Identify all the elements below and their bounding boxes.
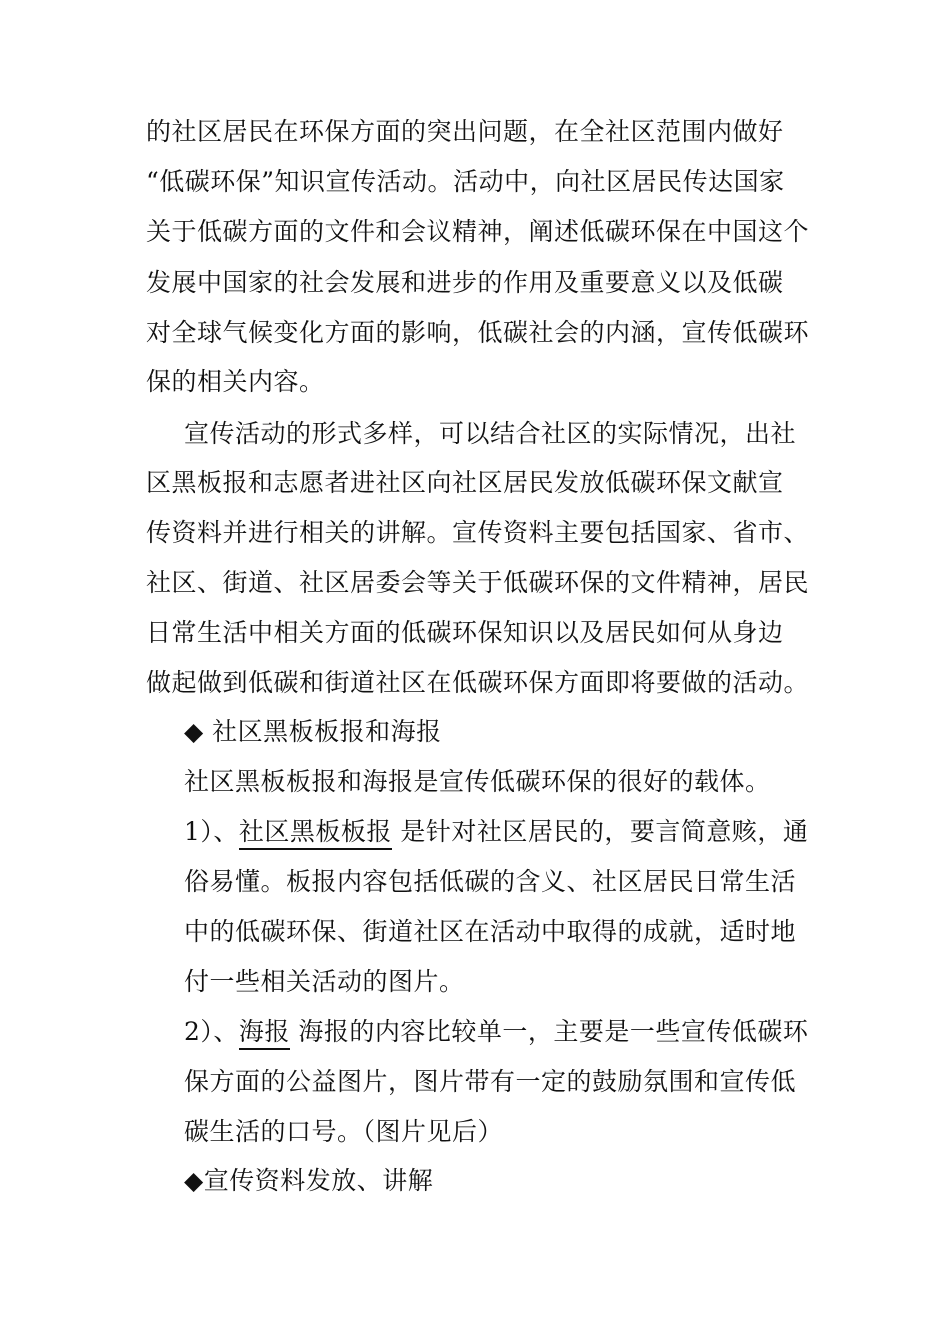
paragraph-2-line-5: 日常生活中相关方面的低碳环保知识以及居民如何从身边 bbox=[146, 618, 784, 647]
item-2-number: 2）、 bbox=[184, 1017, 239, 1046]
paragraph-2-line-6: 做起做到低碳和街道社区在低碳环保方面即将要做的活动。 bbox=[146, 668, 810, 697]
paragraph-2-line-2: 区黑板报和志愿者进社区向社区居民发放低碳环保文献宣 bbox=[146, 468, 784, 497]
item-2-first-line bbox=[184, 1017, 808, 1047]
paragraph-2-line-3: 传资料并进行相关的讲解。宣传资料主要包括国家、省市、 bbox=[146, 518, 810, 547]
section-1-intro: 社区黑板板报和海报是宣传低碳环保的很好的载体。 bbox=[184, 767, 771, 796]
item-2-term: 海报 bbox=[239, 1019, 290, 1050]
item-1-line-2: 俗易懂。板报内容包括低碳的含义、社区居民日常生活 bbox=[184, 867, 797, 896]
paragraph-2-line-1: 宣传活动的形式多样，可以结合社区的实际情况，出社 bbox=[184, 419, 797, 448]
item-2-text-first: 海报的内容比较单一，主要是一些宣传低碳环 bbox=[289, 1017, 809, 1046]
paragraph-1-line-4: 发展中国家的社会发展和进步的作用及重要意义以及低碳 bbox=[146, 268, 784, 297]
section-1-heading: ◆ 社区黑板板报和海报 bbox=[184, 717, 442, 746]
item-1-term: 社区黑板板报 bbox=[239, 819, 392, 850]
item-2-line-3: 碳生活的口号。（图片见后） bbox=[184, 1117, 504, 1146]
item-1-text-first: 是针对社区居民的，要言简意赅，通 bbox=[391, 817, 809, 846]
paragraph-1-line-2: “低碳环保”知识宣传活动。活动中，向社区居民传达国家 bbox=[146, 167, 785, 196]
item-1-line-3: 中的低碳环保、街道社区在活动中取得的成就，适时地 bbox=[184, 917, 797, 946]
paragraph-1-line-1: 的社区居民在环保方面的突出问题，在全社区范围内做好 bbox=[146, 117, 784, 146]
paragraph-2-line-4: 社区、街道、社区居委会等关于低碳环保的文件精神，居民 bbox=[146, 568, 810, 597]
item-1-first-line bbox=[184, 817, 808, 847]
item-2-line-2: 保方面的公益图片，图片带有一定的鼓励氛围和宣传低 bbox=[184, 1067, 797, 1096]
paragraph-1-line-5: 对全球气候变化方面的影响，低碳社会的内涵，宣传低碳环 bbox=[146, 318, 810, 347]
item-1-number: 1）、 bbox=[184, 817, 239, 846]
paragraph-1-line-6: 保的相关内容。 bbox=[146, 367, 325, 396]
item-1-line-4: 付一些相关活动的图片。 bbox=[184, 967, 465, 996]
paragraph-1-line-3: 关于低碳方面的文件和会议精神，阐述低碳环保在中国这个 bbox=[146, 217, 810, 246]
section-2-heading: ◆宣传资料发放、讲解 bbox=[184, 1166, 434, 1195]
